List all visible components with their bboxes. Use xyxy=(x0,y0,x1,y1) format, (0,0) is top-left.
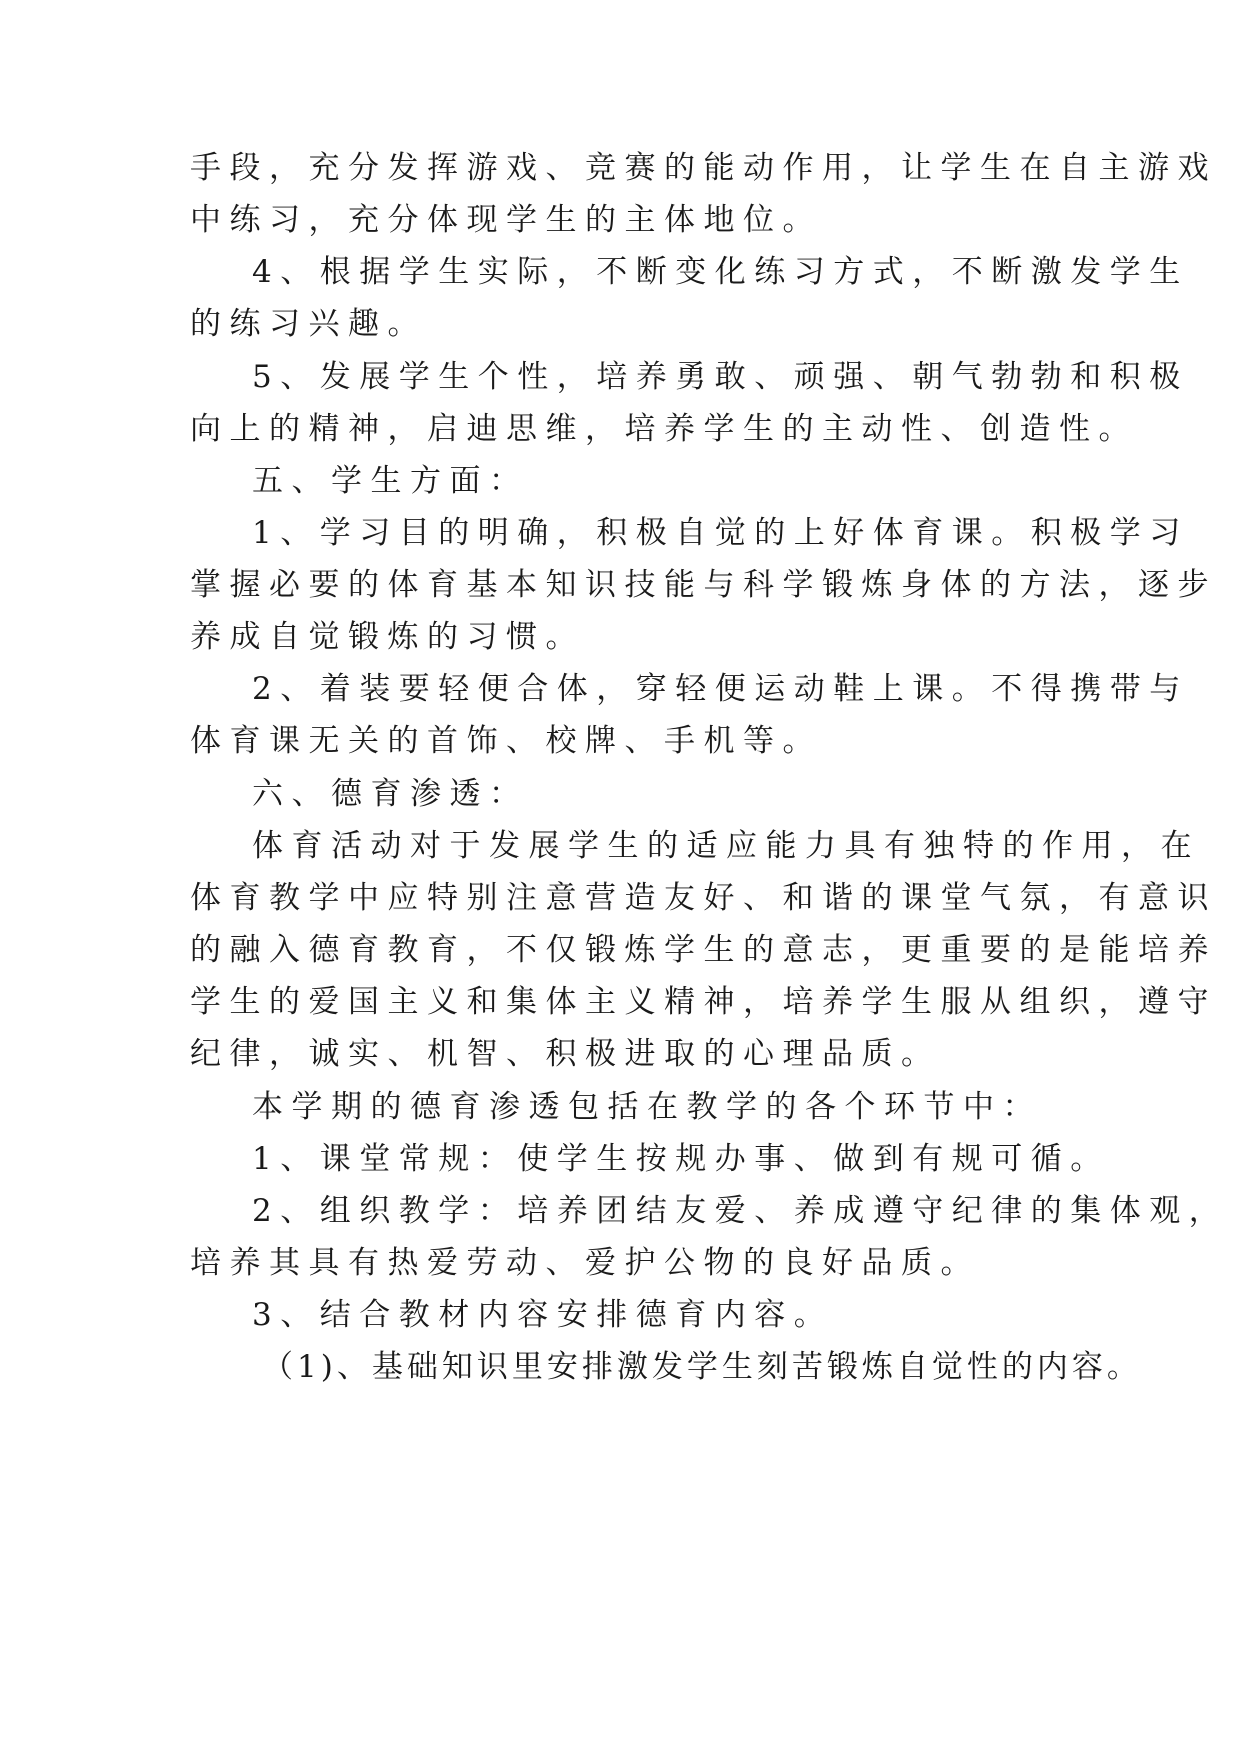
text-line: 养成自觉锻炼的习惯。 xyxy=(190,619,585,655)
text-line: 纪律，诚实、机智、积极进取的心理品质。 xyxy=(190,1036,941,1072)
text-line: 4、根据学生实际，不断变化练习方式，不断激发学生 xyxy=(252,254,1189,290)
text-line: 的融入德育教育，不仅锻炼学生的意志，更重要的是能培养 xyxy=(190,932,1217,968)
text-line: （1)、基础知识里安排激发学生刻苦锻炼自觉性的内容。 xyxy=(262,1349,1142,1385)
text-line: 1、学习目的明确，积极自觉的上好体育课。积极学习 xyxy=(252,515,1189,551)
text-line: 手段，充分发挥游戏、竞赛的能动作用，让学生在自主游戏 xyxy=(190,150,1217,186)
text-line: 5、发展学生个性，培养勇敢、顽强、朝气勃勃和积极 xyxy=(252,359,1189,395)
text-line: 向上的精神，启迪思维，培养学生的主动性、创造性。 xyxy=(190,411,1138,447)
text-line: 培养其具有热爱劳动、爱护公物的良好品质。 xyxy=(190,1245,980,1281)
text-line: 中练习，充分体现学生的主体地位。 xyxy=(190,202,822,238)
section-heading: 六、德育渗透： xyxy=(252,776,529,812)
section-heading: 五、学生方面： xyxy=(252,463,529,499)
text-line: 1、课堂常规：使学生按规办事、做到有规可循。 xyxy=(252,1141,1110,1177)
text-line: 体育活动对于发展学生的适应能力具有独特的作用，在 xyxy=(252,828,1200,864)
text-line: 2、组织教学：培养团结友爱、养成遵守纪律的集体观， xyxy=(252,1193,1229,1229)
text-line: 3、结合教材内容安排德育内容。 xyxy=(252,1297,834,1333)
text-line: 体育课无关的首饰、校牌、手机等。 xyxy=(190,723,822,759)
text-line: 体育教学中应特别注意营造友好、和谐的课堂气氛，有意识 xyxy=(190,880,1217,916)
text-line: 的练习兴趣。 xyxy=(190,306,427,342)
text-line: 学生的爱国主义和集体主义精神，培养学生服从组织，遵守 xyxy=(190,984,1217,1020)
text-line: 本学期的德育渗透包括在教学的各个环节中： xyxy=(252,1089,1042,1125)
text-line: 2、着装要轻便合体，穿轻便运动鞋上课。不得携带与 xyxy=(252,671,1189,707)
text-line: 掌握必要的体育基本知识技能与科学锻炼身体的方法，逐步 xyxy=(190,567,1217,603)
